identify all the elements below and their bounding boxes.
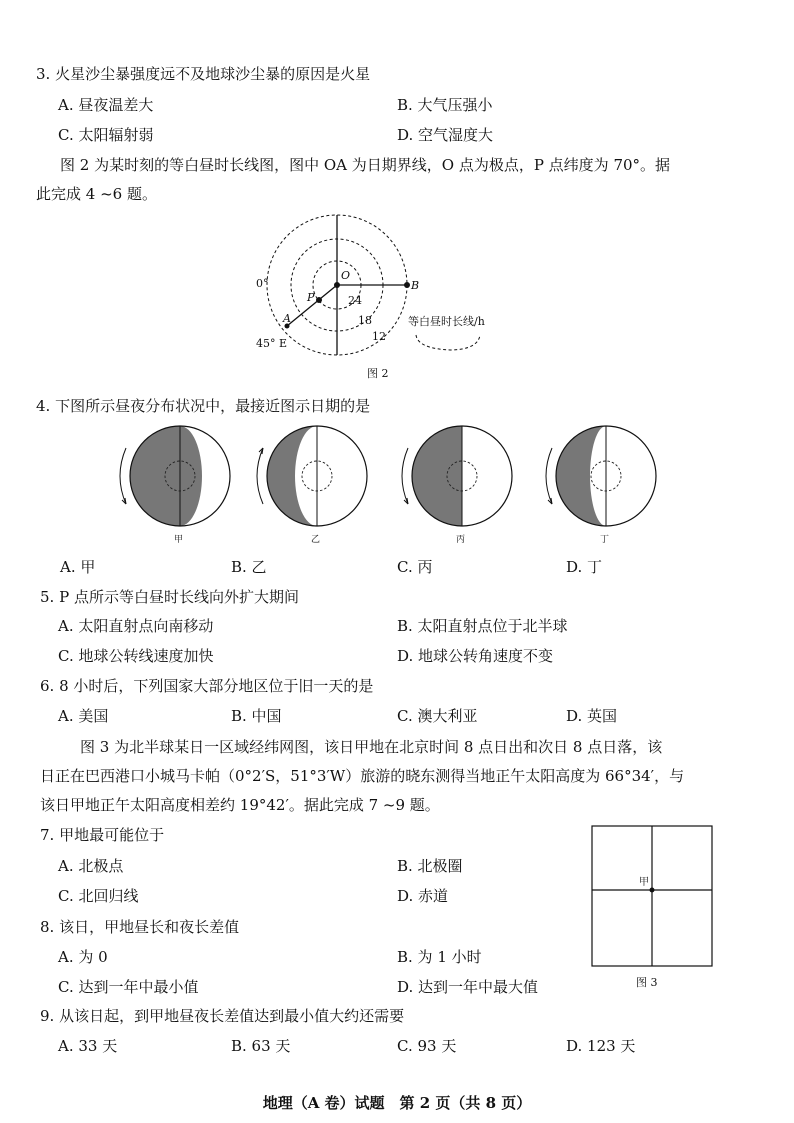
label-a: A bbox=[283, 312, 291, 325]
diagram-ding bbox=[546, 426, 656, 543]
q4-option-c[interactable]: C. 丙 bbox=[397, 558, 433, 576]
intro-fig3-line2: 日正在巴西港口小城马卡帕（0°2′S，51°3′W）旅游的晓东测得当地正午太阳高度为 66°34′，与 bbox=[40, 767, 685, 785]
point-p bbox=[316, 297, 322, 303]
q6-option-d[interactable]: D. 英国 bbox=[566, 707, 618, 725]
q8-option-d[interactable]: D. 达到一年中最大值 bbox=[397, 978, 539, 996]
diagram-label-bing: 丙 bbox=[456, 535, 466, 543]
q7-option-d[interactable]: D. 赤道 bbox=[397, 887, 449, 905]
intro-fig2-line1: 图 2 为某时刻的等白昼时长线图，图中 OA 为日期界线，O 点为极点，P 点纬度为 70°。据 bbox=[60, 156, 671, 174]
figure-3-caption: 图 3 bbox=[636, 976, 658, 989]
figure-3 bbox=[588, 822, 718, 1002]
q3-stem: 3. 火星沙尘暴强度远不及地球沙尘暴的原因是火星 bbox=[36, 65, 371, 83]
q8-option-b[interactable]: B. 为 1 小时 bbox=[397, 948, 482, 966]
q7-option-c[interactable]: C. 北回归线 bbox=[58, 887, 139, 905]
q3-option-c[interactable]: C. 太阳辐射弱 bbox=[58, 126, 154, 144]
q3-option-b[interactable]: B. 大气压强小 bbox=[397, 96, 493, 114]
q5-option-c[interactable]: C. 地球公转线速度加快 bbox=[58, 647, 214, 665]
legend-isoline-sample bbox=[416, 335, 480, 350]
q8-option-c[interactable]: C. 达到一年中最小值 bbox=[58, 978, 199, 996]
intro-fig2-line2: 此完成 4 ~6 题。 bbox=[36, 185, 157, 203]
q9-option-c[interactable]: C. 93 天 bbox=[397, 1037, 457, 1055]
diagram-label-jia: 甲 bbox=[174, 535, 184, 543]
q4-option-d[interactable]: D. 丁 bbox=[566, 558, 603, 576]
figure-2 bbox=[240, 205, 500, 380]
label-jia: 甲 bbox=[639, 877, 649, 888]
value-18: 18 bbox=[358, 314, 372, 327]
q8-option-a[interactable]: A. 为 0 bbox=[58, 948, 108, 966]
q6-option-c[interactable]: C. 澳大利亚 bbox=[397, 707, 478, 725]
intro-fig3-line3: 该日甲地正午太阳高度相差约 19°42′。据此完成 7 ~9 题。 bbox=[40, 796, 440, 814]
q7-stem: 7. 甲地最可能位于 bbox=[40, 826, 165, 844]
label-p: P bbox=[307, 291, 315, 304]
label-zero-degree: 0° bbox=[256, 277, 269, 290]
figure-q4-diagrams bbox=[100, 418, 680, 543]
figure-2-caption: 图 2 bbox=[367, 367, 389, 380]
q5-option-d[interactable]: D. 地球公转角速度不变 bbox=[397, 647, 554, 665]
q5-option-b[interactable]: B. 太阳直射点位于北半球 bbox=[397, 617, 568, 635]
page-footer: 地理（A 卷）试题 第 2 页（共 8 页） bbox=[262, 1094, 532, 1112]
q8-stem: 8. 该日，甲地昼长和夜长差值 bbox=[40, 918, 240, 936]
q6-option-b[interactable]: B. 中国 bbox=[231, 707, 282, 725]
q5-stem: 5. P 点所示等白昼时长线向外扩大期间 bbox=[40, 588, 299, 606]
value-12: 12 bbox=[372, 330, 386, 343]
label-o: O bbox=[341, 269, 351, 282]
q6-option-a[interactable]: A. 美国 bbox=[58, 707, 109, 725]
diagram-yi bbox=[257, 426, 367, 543]
q7-option-b[interactable]: B. 北极圈 bbox=[397, 857, 463, 875]
q9-option-a[interactable]: A. 33 天 bbox=[58, 1037, 118, 1055]
q6-stem: 6. 8 小时后，下列国家大部分地区位于旧一天的是 bbox=[40, 677, 374, 695]
q3-option-a[interactable]: A. 昼夜温差大 bbox=[58, 96, 154, 114]
label-45e: 45° E bbox=[256, 337, 288, 350]
intro-fig3-line1: 图 3 为北半球某日一区域经纬网图，该日甲地在北京时间 8 点日出和次日 8 点日落，该 bbox=[80, 738, 663, 756]
label-b: B bbox=[411, 279, 420, 292]
point-jia bbox=[650, 888, 655, 893]
diagram-label-yi: 乙 bbox=[311, 535, 321, 543]
q4-stem: 4. 下图所示昼夜分布状况中，最接近图示日期的是 bbox=[36, 397, 371, 415]
q4-option-b[interactable]: B. 乙 bbox=[231, 558, 267, 576]
q9-stem: 9. 从该日起，到甲地昼夜长差值达到最小值大约还需要 bbox=[40, 1007, 405, 1025]
q9-option-d[interactable]: D. 123 天 bbox=[566, 1037, 636, 1055]
value-24: 24 bbox=[348, 294, 362, 307]
q9-option-b[interactable]: B. 63 天 bbox=[231, 1037, 291, 1055]
diagram-jia bbox=[120, 426, 230, 543]
q3-option-d[interactable]: D. 空气湿度大 bbox=[397, 126, 494, 144]
q4-option-a[interactable]: A. 甲 bbox=[60, 558, 96, 576]
q7-option-a[interactable]: A. 北极点 bbox=[58, 857, 124, 875]
diagram-bing bbox=[402, 426, 512, 543]
q5-option-a[interactable]: A. 太阳直射点向南移动 bbox=[58, 617, 214, 635]
diagram-label-ding: 丁 bbox=[600, 535, 610, 543]
point-o bbox=[334, 282, 340, 288]
point-b bbox=[404, 282, 410, 288]
legend-text: 等白昼时长线/h bbox=[408, 315, 485, 328]
